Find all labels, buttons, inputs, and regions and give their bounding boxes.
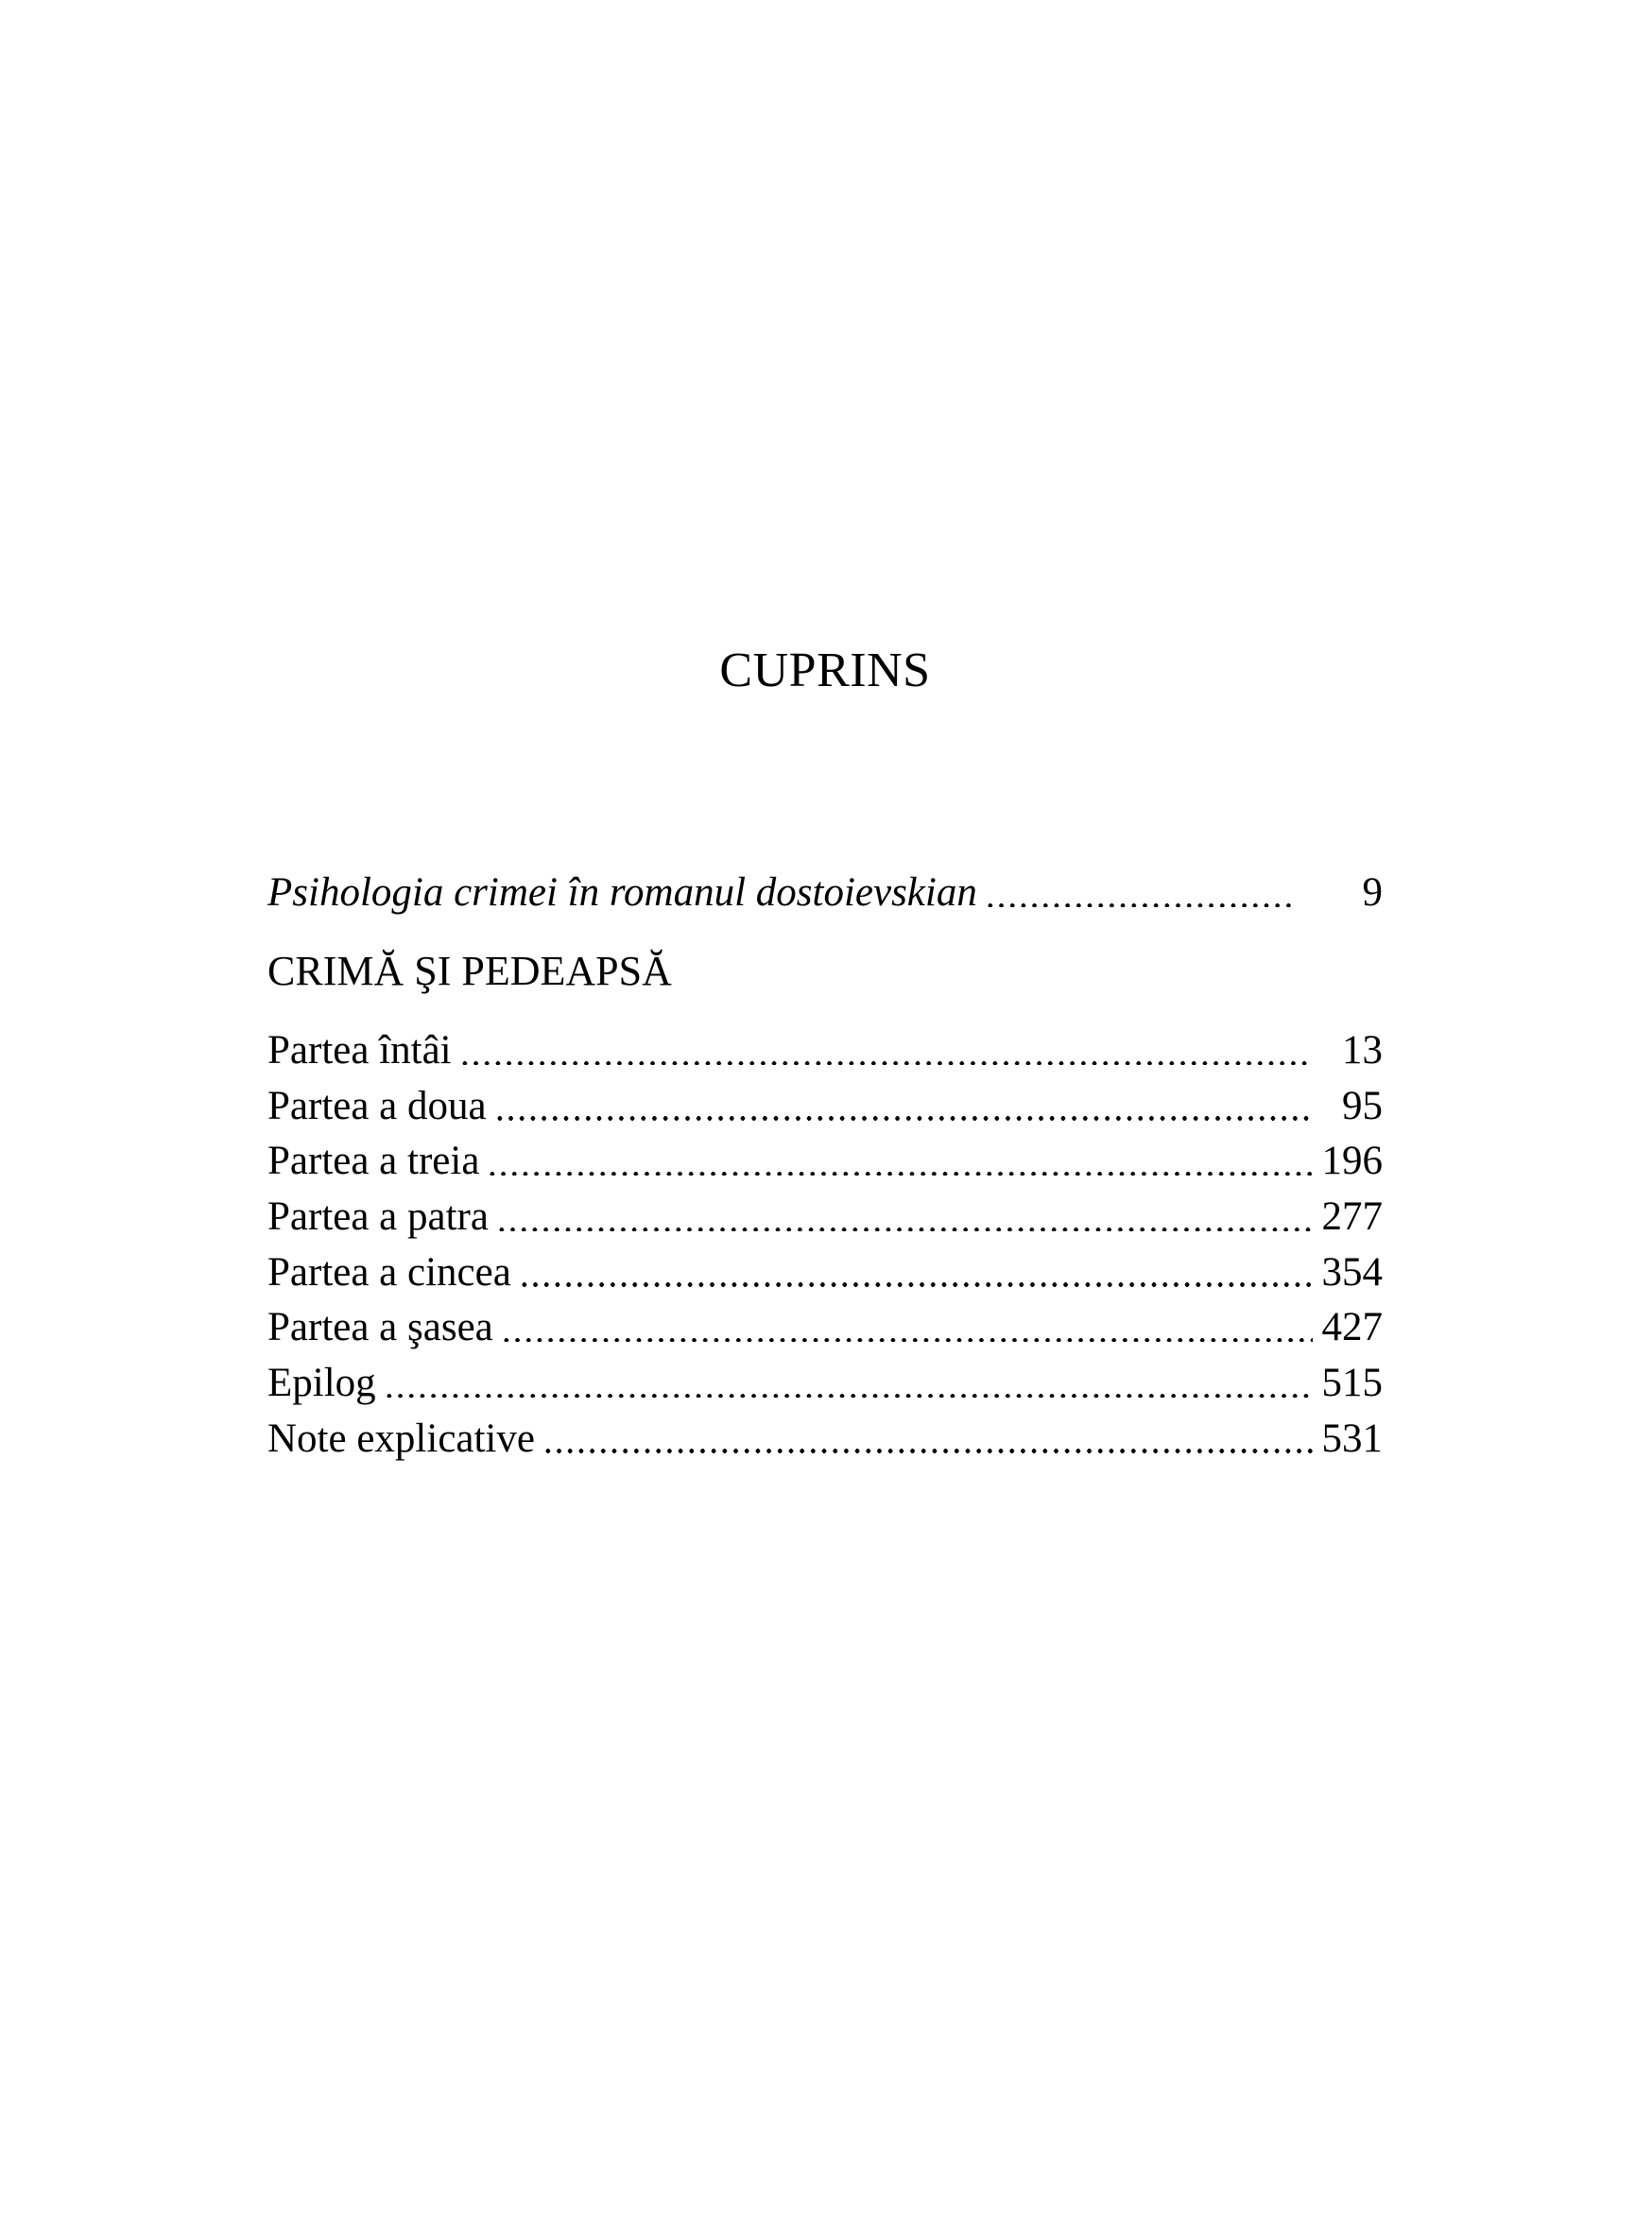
toc-entry-label: Partea întâi [267, 1028, 452, 1073]
toc-entry-label: Partea a treia [267, 1139, 480, 1184]
toc-entry-row [267, 1023, 1383, 1079]
dot-leader [535, 1412, 1313, 1468]
dot-leader [511, 1245, 1313, 1301]
dot-leader [493, 1300, 1313, 1356]
toc-entry-row [267, 1190, 1383, 1245]
toc-entry-label: Epilog [267, 1360, 376, 1405]
page-title: CUPRINS [719, 644, 931, 697]
toc-entry-page-number: 354 [1321, 1249, 1383, 1295]
toc-entry-row [267, 1300, 1383, 1356]
toc-entry-page-number: 427 [1321, 1305, 1383, 1350]
toc-entry-page-number: 277 [1321, 1193, 1383, 1239]
section-heading: CRIMĂ ŞI PEDEAPSĂ [267, 948, 672, 994]
dot-leader [452, 1023, 1313, 1079]
toc-entry-label: Partea a doua [267, 1083, 487, 1128]
toc-intro-page-number: 9 [1362, 870, 1383, 915]
toc-entry-row [267, 1245, 1383, 1301]
toc-entry-row [267, 1412, 1383, 1468]
toc-entry-label: Partea a cincea [267, 1249, 511, 1295]
toc-entry-page-number: 515 [1321, 1360, 1383, 1405]
toc-entry-page-number: 531 [1321, 1416, 1383, 1461]
toc-entry-page-number: 13 [1342, 1028, 1383, 1073]
dot-leader [489, 1190, 1313, 1245]
toc-entry-label: Note explicative [267, 1416, 535, 1461]
toc-entry-row [267, 1356, 1383, 1412]
dot-leader [479, 1134, 1313, 1190]
toc-entry-row [267, 1134, 1383, 1190]
toc-intro-label: Psihologia crimei în romanul dostoievskian [267, 870, 977, 915]
toc-entry-page-number: 196 [1321, 1139, 1383, 1184]
toc-entry-page-number: 95 [1342, 1083, 1383, 1128]
toc-entry-label: Partea a patra [267, 1193, 489, 1239]
toc-entry-label: Partea a şasea [267, 1305, 493, 1350]
toc-entry-row [267, 1079, 1383, 1135]
dot-leader [487, 1079, 1313, 1135]
dot-leader [376, 1356, 1313, 1412]
